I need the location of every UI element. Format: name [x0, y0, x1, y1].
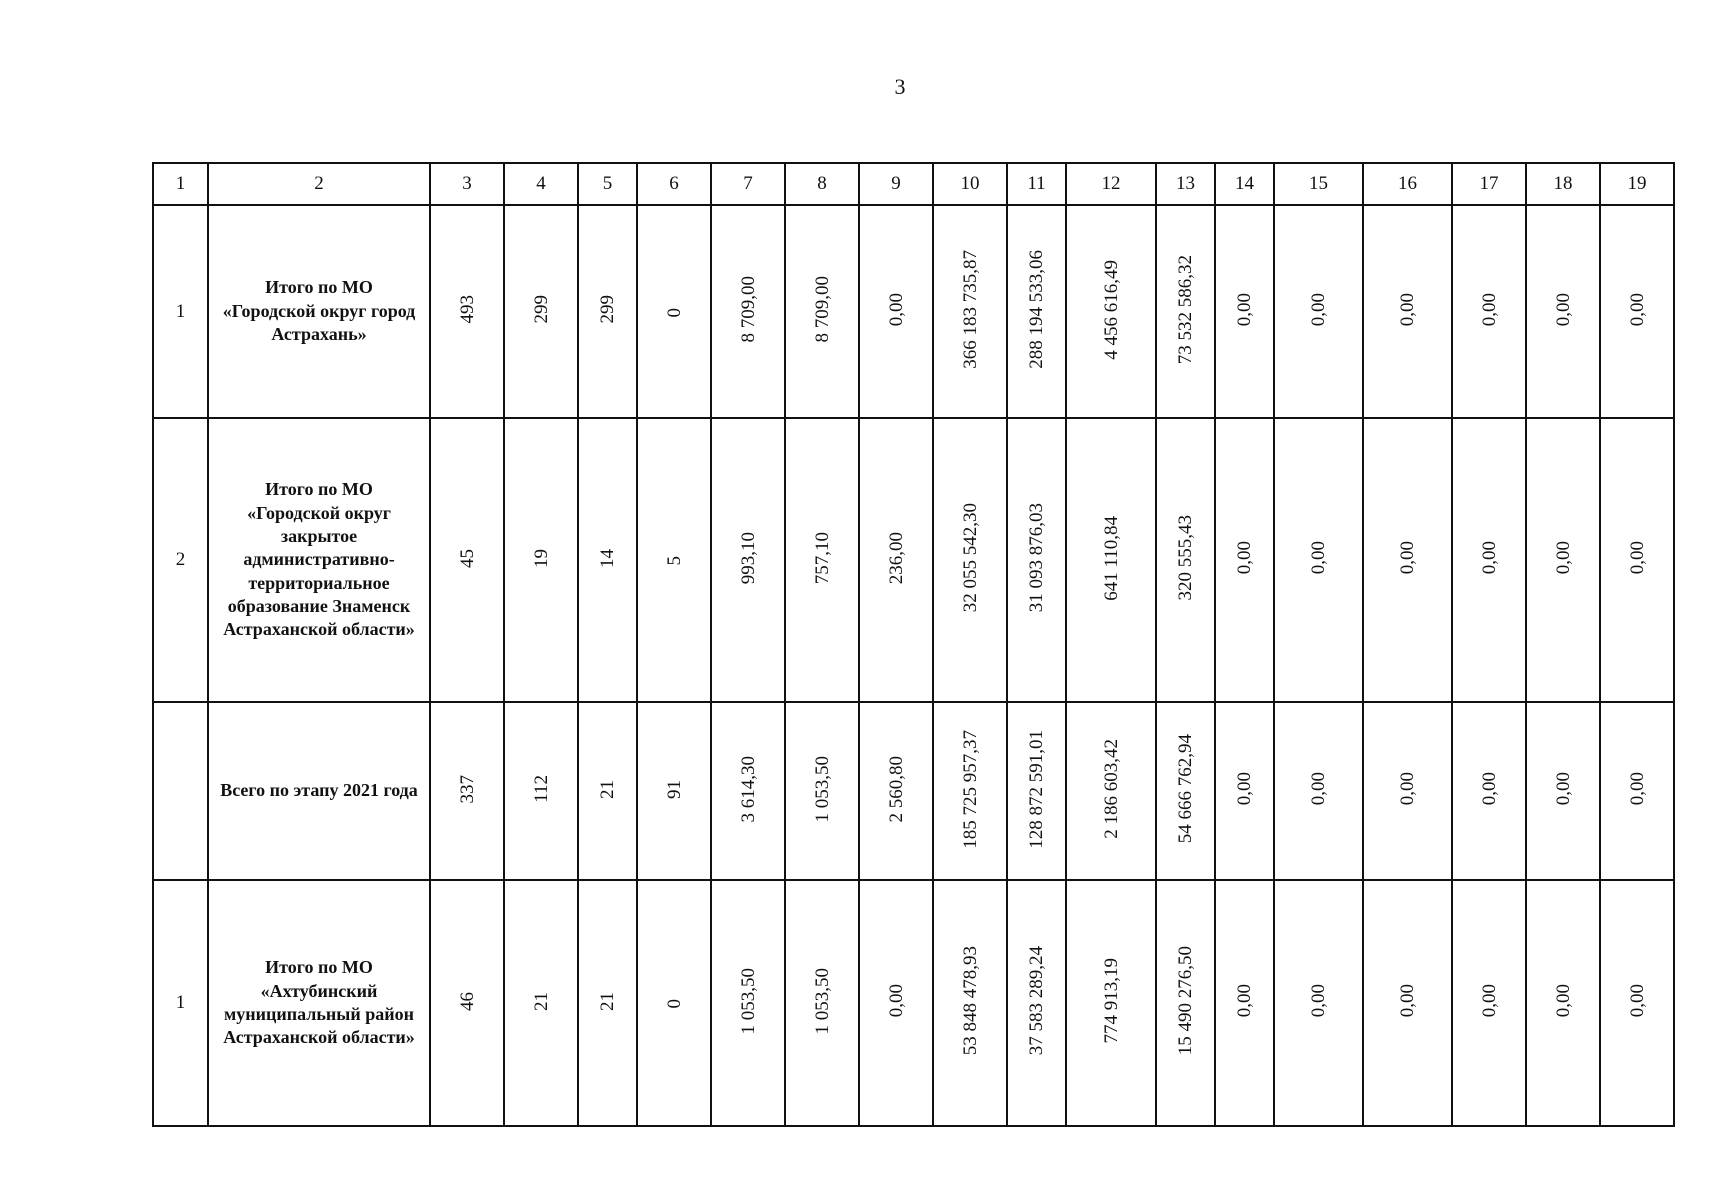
value-text: 0,00	[1626, 772, 1648, 806]
value-cell	[504, 418, 578, 702]
value-text: 0,00	[1552, 984, 1574, 1018]
value-cell	[1215, 880, 1274, 1126]
value-cell	[1452, 702, 1526, 880]
value-text: 993,10	[737, 531, 759, 585]
value-text: 0,00	[885, 292, 907, 327]
value-text: 299	[530, 295, 552, 324]
value-cell	[504, 702, 578, 880]
value-text: 21	[597, 991, 618, 1011]
value-text: 0,00	[1626, 292, 1648, 327]
value-cell	[1066, 205, 1156, 418]
value-cell	[578, 702, 637, 880]
header-cell: 5	[578, 163, 637, 205]
value-text: 14	[597, 548, 618, 568]
value-cell	[1363, 702, 1452, 880]
value-cell	[1526, 702, 1600, 880]
header-cell: 15	[1274, 163, 1363, 205]
value-cell	[785, 880, 859, 1126]
header-row	[153, 163, 1674, 205]
value-cell	[1526, 205, 1600, 418]
value-cell	[1274, 205, 1363, 418]
value-cell	[711, 702, 785, 880]
value-text: 0,00	[1478, 772, 1500, 806]
header-cell: 19	[1600, 163, 1674, 205]
value-text: 0,00	[1234, 541, 1255, 575]
value-cell	[711, 880, 785, 1126]
value-cell	[1007, 205, 1066, 418]
value-text: 4 456 616,49	[1100, 259, 1122, 360]
value-cell	[1274, 702, 1363, 880]
value-text: 0,00	[1478, 984, 1500, 1018]
value-cell	[578, 880, 637, 1126]
value-text: 5	[663, 556, 685, 566]
value-cell	[1007, 880, 1066, 1126]
header-cell: 9	[859, 163, 933, 205]
value-cell	[1156, 205, 1215, 418]
data-table	[152, 162, 1675, 1127]
value-text: 0,00	[1308, 772, 1329, 806]
value-text: 185 725 957,37	[959, 729, 981, 849]
value-text: 21	[530, 991, 552, 1011]
value-cell	[430, 205, 504, 418]
value-cell	[504, 880, 578, 1126]
value-text: 19	[530, 548, 552, 568]
value-text: 45	[456, 548, 478, 568]
page-number: 3	[894, 74, 906, 99]
header-cell: 8	[785, 163, 859, 205]
row-name: Итого по МО «Городской округ город Астрахань»	[208, 205, 430, 418]
value-text: 91	[663, 779, 685, 799]
header-cell: 1	[153, 163, 208, 205]
value-cell	[1600, 702, 1674, 880]
value-text: 8 709,00	[737, 276, 759, 343]
value-cell	[1526, 418, 1600, 702]
value-text: 299	[597, 295, 618, 324]
row-number: 1	[153, 205, 208, 418]
value-text: 73 532 586,32	[1175, 254, 1196, 365]
value-text: 0,00	[1234, 984, 1255, 1018]
value-cell	[1007, 418, 1066, 702]
value-text: 112	[530, 775, 552, 803]
value-cell	[711, 205, 785, 418]
value-text: 0,00	[1626, 541, 1648, 575]
value-cell	[637, 418, 711, 702]
value-cell	[859, 702, 933, 880]
value-cell	[578, 418, 637, 702]
value-cell	[785, 418, 859, 702]
header-cell: 18	[1526, 163, 1600, 205]
value-text: 2 560,80	[885, 755, 907, 823]
value-text: 757,10	[811, 531, 833, 585]
value-cell	[1363, 418, 1452, 702]
value-cell	[1452, 205, 1526, 418]
value-text: 2 186 603,42	[1100, 739, 1122, 839]
value-text: 0,00	[1552, 541, 1574, 575]
value-text: 128 872 591,01	[1026, 729, 1047, 849]
value-text: 15 490 276,50	[1175, 946, 1196, 1056]
value-cell	[1274, 880, 1363, 1126]
value-text: 0	[663, 307, 685, 317]
value-cell	[578, 205, 637, 418]
table-row	[153, 880, 1674, 1126]
value-text: 0,00	[1308, 984, 1329, 1018]
value-text: 0,00	[1478, 292, 1500, 327]
value-text: 53 848 478,93	[959, 946, 981, 1056]
value-cell	[637, 880, 711, 1126]
value-text: 3 614,30	[737, 755, 759, 823]
value-text: 0,00	[1308, 541, 1329, 575]
value-text: 1 053,50	[811, 967, 833, 1035]
value-cell	[1452, 418, 1526, 702]
header-cell: 11	[1007, 163, 1066, 205]
value-cell	[1066, 702, 1156, 880]
value-text: 0,00	[1234, 292, 1255, 327]
value-cell	[1007, 702, 1066, 880]
value-text: 0	[663, 999, 685, 1009]
value-text: 0,00	[885, 984, 907, 1018]
value-cell	[859, 205, 933, 418]
header-cell: 7	[711, 163, 785, 205]
header-cell: 10	[933, 163, 1007, 205]
value-text: 54 666 762,94	[1175, 734, 1196, 844]
value-cell	[859, 880, 933, 1126]
value-cell	[1363, 880, 1452, 1126]
value-cell	[1156, 880, 1215, 1126]
value-cell	[637, 205, 711, 418]
header-cell: 17	[1452, 163, 1526, 205]
value-text: 37 583 289,24	[1026, 946, 1047, 1056]
header-cell: 16	[1363, 163, 1452, 205]
table-row	[153, 205, 1674, 418]
value-cell	[637, 702, 711, 880]
value-text: 32 055 542,30	[959, 503, 981, 613]
value-text: 493	[456, 295, 478, 324]
row-name: Итого по МО «Городской округ закрытое административно-территориальное образование Знаменск Астраханской области»	[208, 418, 430, 702]
value-cell	[1526, 880, 1600, 1126]
value-cell	[1066, 880, 1156, 1126]
value-text: 337	[456, 774, 478, 804]
header-cell: 3	[430, 163, 504, 205]
row-number	[153, 702, 208, 880]
value-text: 0,00	[1397, 984, 1418, 1018]
value-text: 320 555,43	[1175, 515, 1196, 601]
value-text: 288 194 533,06	[1026, 250, 1047, 369]
value-text: 0,00	[1626, 984, 1648, 1018]
header-cell: 2	[208, 163, 430, 205]
value-text: 1 053,50	[811, 755, 833, 823]
value-text: 0,00	[1308, 292, 1329, 327]
value-cell	[430, 880, 504, 1126]
value-cell	[785, 205, 859, 418]
value-text: 641 110,84	[1100, 515, 1122, 601]
value-text: 8 709,00	[811, 276, 833, 343]
value-cell	[430, 702, 504, 880]
value-cell	[1156, 702, 1215, 880]
value-cell	[1066, 418, 1156, 702]
data-table-wrapper	[152, 162, 1675, 1127]
value-cell	[933, 418, 1007, 702]
value-text: 0,00	[1397, 541, 1418, 575]
value-cell	[1274, 418, 1363, 702]
value-cell	[933, 702, 1007, 880]
value-text: 774 913,19	[1100, 958, 1122, 1044]
value-cell	[1363, 205, 1452, 418]
value-text: 0,00	[1397, 772, 1418, 806]
value-text: 0,00	[1478, 541, 1500, 575]
header-cell: 4	[504, 163, 578, 205]
value-cell	[1215, 418, 1274, 702]
table-row	[153, 702, 1674, 880]
header-cell: 6	[637, 163, 711, 205]
value-cell	[859, 418, 933, 702]
value-cell	[933, 205, 1007, 418]
value-cell	[1215, 205, 1274, 418]
value-cell	[785, 702, 859, 880]
value-cell	[504, 205, 578, 418]
value-cell	[711, 418, 785, 702]
value-text: 46	[456, 991, 478, 1011]
value-text: 0,00	[1552, 772, 1574, 806]
value-text: 366 183 735,87	[959, 250, 981, 369]
row-name: Итого по МО «Ахтубинский муниципальный район Астраханской области»	[208, 880, 430, 1126]
header-cell: 12	[1066, 163, 1156, 205]
value-cell	[1215, 702, 1274, 880]
header-cell: 14	[1215, 163, 1274, 205]
value-cell	[430, 418, 504, 702]
value-text: 0,00	[1234, 772, 1255, 806]
value-text: 21	[597, 779, 618, 799]
row-number: 1	[153, 880, 208, 1126]
value-text: 1 053,50	[737, 967, 759, 1035]
value-text: 0,00	[1397, 292, 1418, 327]
value-text: 0,00	[1552, 292, 1574, 327]
value-cell	[1600, 418, 1674, 702]
header-cell: 13	[1156, 163, 1215, 205]
value-cell	[1600, 880, 1674, 1126]
value-text: 31 093 876,03	[1026, 503, 1047, 613]
row-name: Всего по этапу 2021 года	[208, 702, 430, 880]
value-text: 236,00	[885, 531, 907, 585]
value-cell	[933, 880, 1007, 1126]
value-cell	[1600, 205, 1674, 418]
table-row	[153, 418, 1674, 702]
row-number: 2	[153, 418, 208, 702]
value-cell	[1156, 418, 1215, 702]
value-cell	[1452, 880, 1526, 1126]
